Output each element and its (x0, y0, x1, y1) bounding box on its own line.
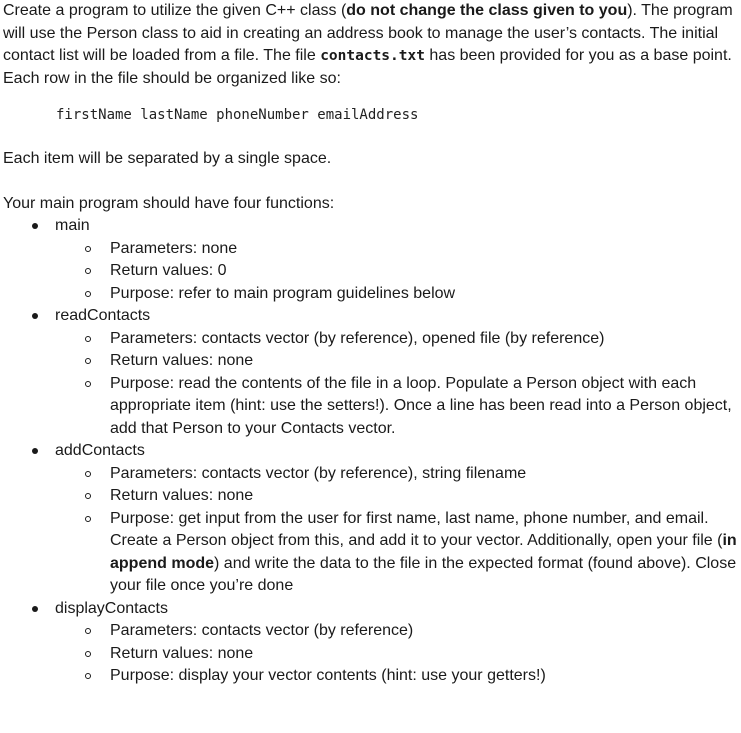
intro-text-1: Create a program to utilize the given C++ class ( (3, 2, 347, 19)
sub-bullet-icon (85, 358, 91, 364)
detail-text: Parameters: contacts vector (by reference) (110, 622, 414, 639)
sub-bullet-icon (85, 628, 91, 634)
sub-bullet-icon (85, 493, 91, 499)
document-body (3, 0, 738, 688)
bullet-icon (32, 448, 38, 454)
detail-text: Purpose: read the contents of the file in a loop. Populate a Person object with each appropriate item (hint: use the setters!). Once a line has been read into a Person object, add that Person to your Contacts vector. (110, 374, 732, 437)
detail-item (3, 328, 738, 351)
detail-item (3, 463, 738, 486)
file-format-line: firstName lastName phoneNumber emailAddress (56, 107, 419, 123)
detail-item (3, 643, 738, 666)
bullet-icon (32, 606, 38, 612)
sub-bullet-icon (85, 471, 91, 477)
intro-bold-warning: do not change the class given to you (346, 2, 628, 19)
detail-text: Return values: none (110, 487, 254, 504)
functions-title: Your main program should have four functions: (3, 194, 335, 212)
detail-item (3, 620, 738, 643)
sub-bullet-icon (85, 651, 91, 657)
function-item-displaycontacts (3, 598, 738, 621)
detail-text: Parameters: contacts vector (by reference), string filename (110, 464, 527, 482)
detail-item (3, 485, 738, 508)
functions-list (3, 215, 738, 688)
intro-text-2: ). The program will use the Person class to aid in creating an address book to manage the user’s contacts. The initial contact list will be loaded from a file. The file (3, 2, 733, 64)
contacts-filename: contacts.txt (320, 48, 425, 64)
sub-bullet-icon (85, 268, 91, 274)
bullet-icon (32, 313, 38, 319)
function-name: readContacts (55, 307, 151, 324)
detail-item (3, 238, 738, 261)
detail-item (3, 373, 738, 441)
sub-bullet-icon (85, 673, 91, 679)
detail-text: Return values: none (110, 644, 254, 662)
sub-bullet-icon (85, 516, 91, 522)
detail-item (3, 508, 738, 598)
detail-text: Return values: none (110, 352, 254, 369)
detail-text: Parameters: contacts vector (by reference), opened file (by reference) (110, 329, 605, 347)
purpose-text-1: Purpose: get input from the user for first name, last name, phone number, and email. Create a Person object from this, and add it to your vector. Additionally, open your file ( (110, 509, 723, 549)
separator-note: Each item will be separated by a single space. (3, 150, 332, 167)
detail-text: Return values: 0 (110, 262, 227, 279)
detail-item (3, 283, 738, 306)
sub-bullet-icon (85, 381, 91, 387)
function-name: displayContacts (55, 599, 168, 617)
detail-text: Purpose: refer to main program guidelines below (110, 284, 456, 302)
function-item-main (3, 215, 738, 238)
bullet-icon (32, 223, 38, 229)
detail-item (3, 665, 738, 688)
detail-item (3, 350, 738, 373)
intro-text-3: has been provided for you as a base point. Each row in the file should be organized like so: (3, 47, 732, 87)
detail-text: Parameters: none (110, 239, 238, 257)
intro-paragraph (3, 0, 738, 90)
purpose-text-2: ) and write the data to the file in the expected format (found above). Close your file once you’re done (110, 554, 737, 594)
sub-bullet-icon (85, 246, 91, 252)
function-item-addcontacts (3, 440, 738, 463)
sub-bullet-icon (85, 336, 91, 342)
detail-text: Purpose: display your vector contents (hint: use your getters!) (110, 667, 546, 684)
sub-bullet-icon (85, 291, 91, 297)
append-mode-bold: in append mode (110, 532, 737, 572)
function-name: main (55, 217, 90, 234)
detail-item (3, 260, 738, 283)
function-item-readcontacts (3, 305, 738, 328)
function-name: addContacts (55, 442, 145, 459)
